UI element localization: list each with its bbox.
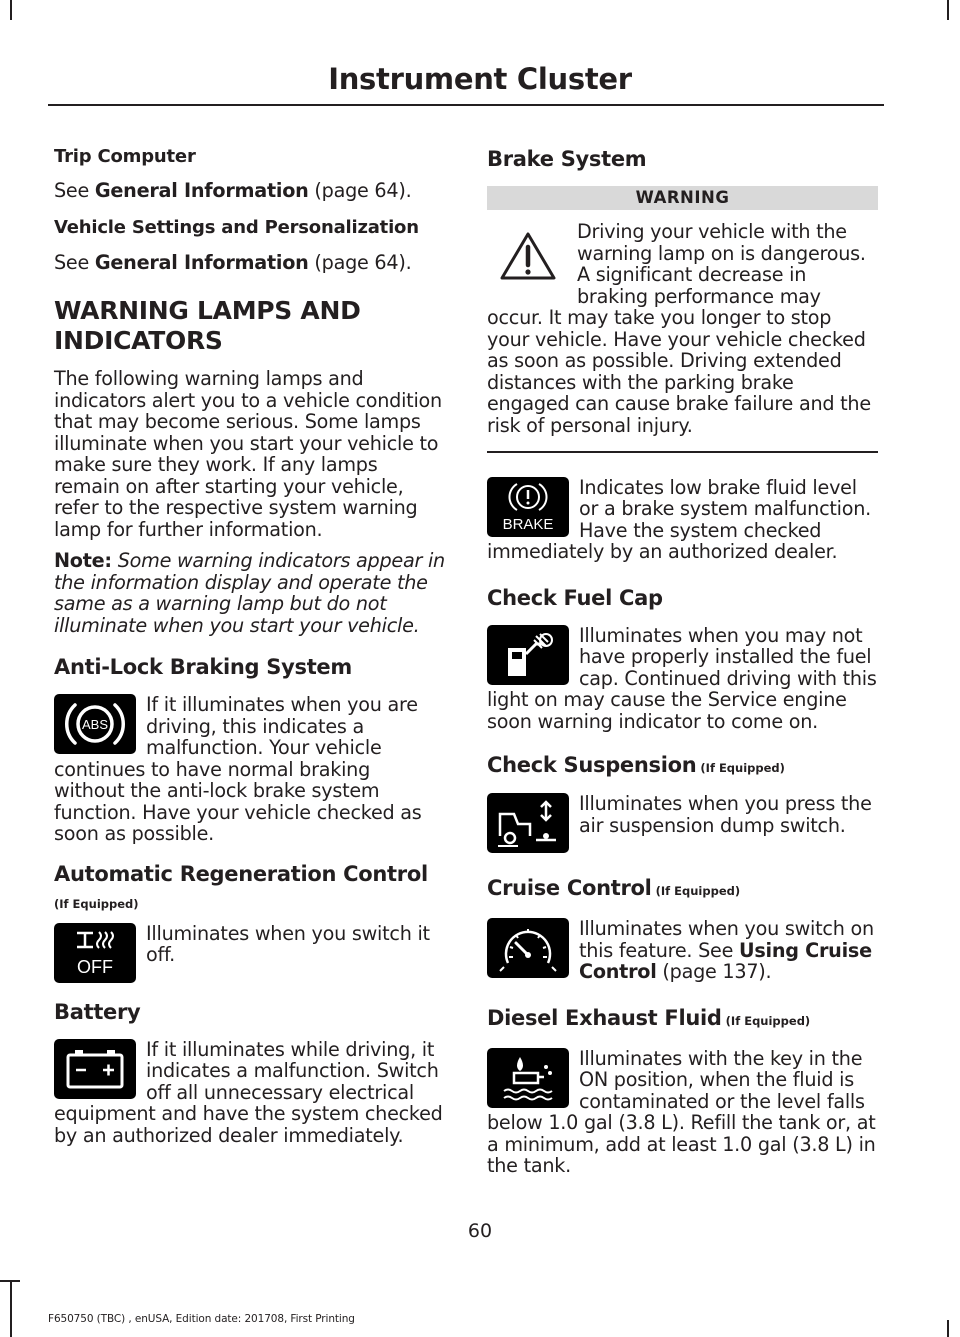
regen-if-equipped: (If Equipped) [54,896,139,911]
def-heading: Diesel Exhaust Fluid (If Equipped) [487,1005,811,1030]
crop-mark [10,0,12,20]
abs-heading: Anti-Lock Braking System [54,655,352,679]
cruise-control-icon [487,918,569,978]
battery-entry [54,1039,446,1147]
brake-system-heading: Brake System [487,147,647,171]
abs-warning-icon [54,694,136,754]
warning-banner: WARNING [487,186,878,210]
def-entry [487,1048,878,1177]
crop-mark [0,1280,20,1282]
page-title: Instrument Cluster [328,62,632,96]
crop-mark [10,1280,12,1337]
suspension-entry [487,793,878,857]
brake-description: Indicates low brake fluid level or a brake system malfunction. Have the system checked immediately by an authorized dealer. [487,475,871,563]
battery-icon [54,1039,136,1099]
fuel-cap-description: Illuminates when you may not have properly installed the fuel cap. Continued driving with this light on may cause the Service engine soon warning indicator to come on. [487,623,877,733]
cruise-entry [487,918,878,983]
fuel-cap-entry [487,625,878,733]
regen-heading: Automatic Regeneration Control [54,861,428,886]
battery-heading: Battery [54,999,141,1024]
regen-description: Illuminates when you switch it off. [146,921,430,966]
abs-description: If it illuminates when you are driving, this indicates a malfunction. Your vehicle continues to have normal braking without the anti-lock brake system function. Have your vehicle checked as soon as possible. [54,693,422,845]
brake-warning-text: Driving your vehicle with the warning lamp on is dangerous. A significant decrease in braking performance may occur. It may take you longer to stop your vehicle. Have your vehicle checked as soon as possible. Driving extended distances with the parking brake engaged can cause brake failure and the risk of personal injury. [487,220,871,437]
general-information-link[interactable]: General Information [94,179,309,202]
svg-text:ABS: ABS [81,717,109,732]
def-description: Illuminates with the key in the ON position, when the fluid is contaminated or the level falls below 1.0 gal (3.8 L). Refill the tank or, at a minimum, add at least 1.0 gal (3.8 L) in the tank. [487,1046,876,1177]
crop-mark [947,0,949,20]
brake-entry [487,477,878,563]
warning-end-rule [487,451,878,453]
footer-edition: F650750 (TBC) , enUSA, Edition date: 201708, First Printing [48,1313,355,1325]
crop-mark [947,1320,949,1337]
intro-paragraph: The following warning lamps and indicators alert you to a vehicle condition that may become serious. Some lamps illuminate when you start your vehicle to make sure they work. If any lamps remain on after starting your vehicle, refer to the respective system warning lamp for further information. [54,367,442,541]
section-heading: WARNING LAMPS AND INDICATORS [54,296,361,355]
suspension-description: Illuminates when you press the air suspension dump switch. [579,792,872,837]
note-paragraph: Note: Some warning indicators appear in the information display and operate the same as a warning lamp but do not illuminate when you start your vehicle. [54,549,445,637]
trip-computer-heading: Trip Computer [54,146,196,167]
cruise-heading: Cruise Control (If Equipped) [487,876,741,900]
left-column [54,146,446,1146]
suspension-heading: Check Suspension (If Equipped) [487,753,785,777]
regen-entry [54,923,446,987]
trip-computer-reference: See General Information (page 64). [54,179,412,202]
right-column [487,146,878,1177]
diesel-exhaust-fluid-icon [487,1048,569,1108]
vehicle-settings-heading: Vehicle Settings and Personalization [54,216,419,238]
fuel-cap-heading: Check Fuel Cap [487,585,663,610]
abs-entry [54,694,446,845]
cruise-description: Illuminates when you switch on this feature. See Using Cruise Control (page 137). [579,917,874,983]
svg-text:BRAKE: BRAKE [502,515,554,533]
vehicle-settings-reference: See General Information (page 64). [54,250,412,274]
fuel-cap-icon [487,625,569,685]
battery-description: If it illuminates while driving, it indicates a malfunction. Switch off all unnecessary electrical equipment and have the system checked by an authorized dealer immediately. [54,1037,443,1147]
page-number: 60 [467,1220,493,1242]
header-divider [48,104,884,106]
air-suspension-icon [487,793,569,853]
svg-text:OFF: OFF [77,956,113,977]
general-information-link[interactable]: General Information [94,250,309,274]
brake-warning-entry [487,221,878,436]
using-cruise-control-link[interactable]: Using Cruise Control [579,938,872,983]
regeneration-off-icon [54,923,136,983]
warning-triangle-icon [487,221,569,291]
brake-warning-icon [487,477,569,537]
